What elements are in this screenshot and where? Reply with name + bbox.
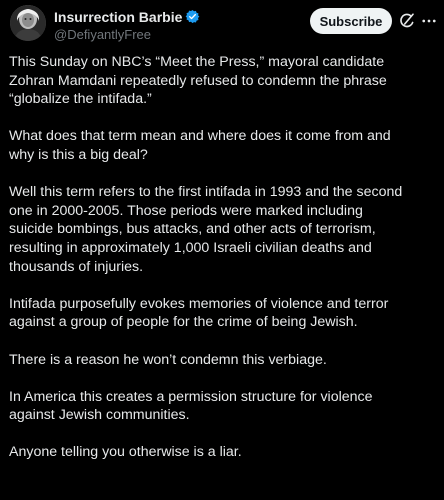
post-paragraph: This Sunday on NBC’s “Meet the Press,” mayoral candidate Zohran Mamdani repeatedly refused to condemn the phrase “globalize the intifada.” xyxy=(9,54,387,108)
post-header xyxy=(0,0,444,46)
verified-badge-icon xyxy=(185,9,200,24)
author-handle[interactable]: @DefiyantlyFree xyxy=(54,27,152,42)
author-info xyxy=(54,8,294,42)
more-options-icon[interactable] xyxy=(420,12,438,30)
post-paragraph: In America this creates a permission structure for violence against Jewish communities. xyxy=(9,388,373,424)
post-paragraph: Anyone telling you otherwise is a liar. xyxy=(9,444,242,461)
post-text xyxy=(9,53,439,481)
post-paragraph: Intifada purposefully evokes memories of violence and terror against a group of people for the crime of being Jewish. xyxy=(9,295,389,331)
post-paragraph: What does that term mean and where does it come from and why is this a big deal? xyxy=(9,128,391,163)
avatar[interactable] xyxy=(10,5,46,41)
subscribe-button[interactable]: Subscribe xyxy=(310,8,392,34)
grok-icon[interactable] xyxy=(398,12,416,30)
avatar-photo-icon xyxy=(10,5,46,41)
post-paragraph: Well this term refers to the first intifada in 1993 and the second one in 2000-2005. Those periods were marked including suicide bombings, bus attacks, and other acts of terrorism, resulting in approximately 1,000 Israeli civilian deaths and thousands of injuries. xyxy=(9,184,403,275)
author-name-row xyxy=(54,8,294,25)
author-display-name[interactable]: Insurrection Barbie xyxy=(54,8,183,25)
post-paragraph: There is a reason he won’t condemn this verbiage. xyxy=(9,351,327,368)
